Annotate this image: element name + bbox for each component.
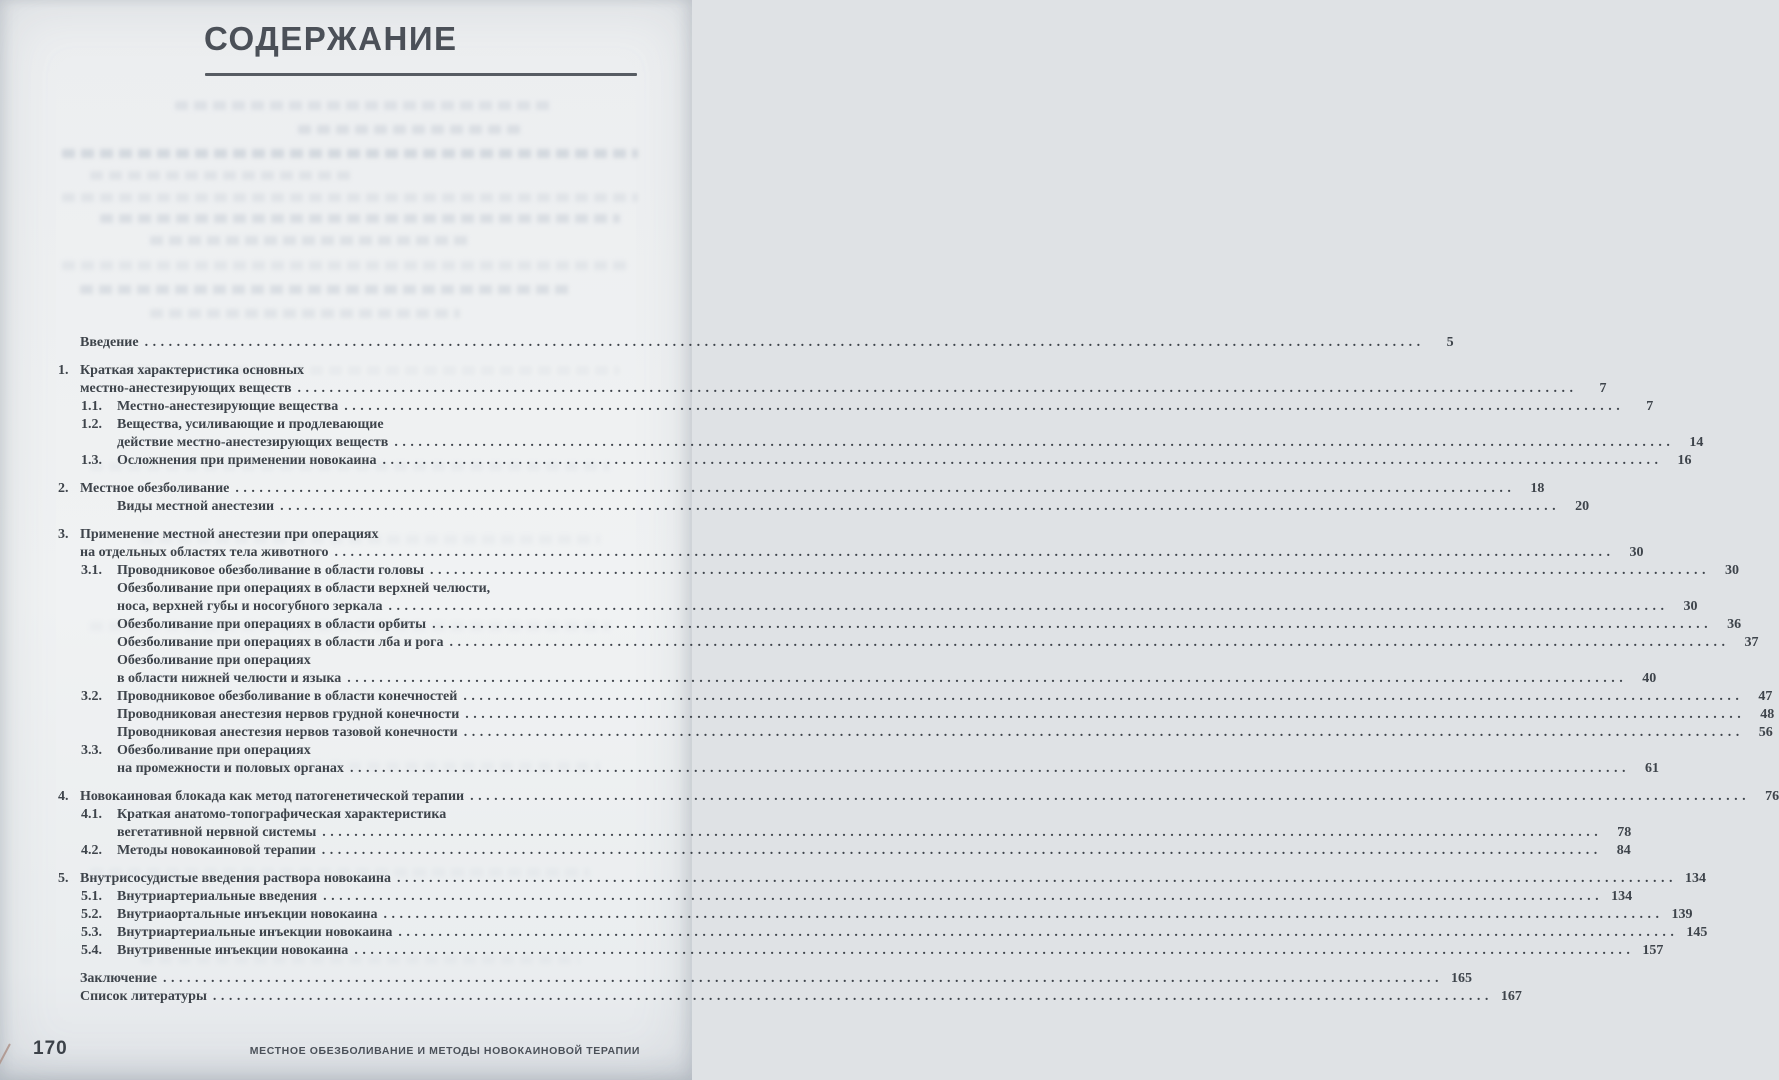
toc-entry	[58, 416, 1704, 452]
toc-page-number: 78	[1617, 825, 1632, 840]
toc-entry-line: Заключение ................................................................................................................................................................ 165	[80, 971, 1472, 986]
toc-entry-line: Внутриартериальные введения ................................................................................................................................................................ 134	[117, 889, 1633, 904]
toc-entry-lines	[117, 416, 1704, 452]
toc-entry	[58, 452, 1692, 470]
toc-entry	[58, 480, 1545, 498]
toc-entry-number: 3.2.	[81, 689, 102, 704]
toc-entry-line: Внутрисосудистые введения раствора новокаина ................................................................................................................................................................ 134	[80, 871, 1707, 886]
toc-entry	[58, 742, 1659, 778]
toc-entry	[58, 924, 1708, 942]
scan-scratch-artifact	[0, 1043, 11, 1070]
toc-entry-lines	[117, 580, 1698, 616]
toc-entry-line: Обезболивание при операциях	[117, 653, 311, 668]
toc-entry-lines	[117, 498, 1590, 516]
toc-entry	[58, 334, 1454, 352]
toc-entry	[58, 788, 1779, 806]
toc-entry	[58, 870, 1707, 888]
dot-leader: ................................................................................................................................................................	[334, 545, 1615, 560]
toc-entry-line: вегетативной нервной системы ................................................................................................................................................................ 78	[117, 825, 1632, 840]
toc-entry-number: 4.1.	[81, 807, 102, 822]
toc-entry-line: Проводниковое обезболивание в области конечностей ................................................................................................................................................................ 47	[117, 689, 1773, 704]
toc-entry-line: Вещества, усиливающие и продлевающие	[117, 417, 384, 432]
toc-entry-lines	[117, 888, 1633, 906]
toc-entry	[58, 988, 1522, 1006]
toc-entry-line: местно-анестезирующих веществ ................................................................................................................................................................ 7	[80, 381, 1607, 396]
toc-page-number: 61	[1644, 761, 1659, 776]
toc-entry-line: на отдельных областях тела животного ................................................................................................................................................................ 30	[80, 545, 1644, 560]
toc-entry-lines	[80, 526, 1644, 562]
toc-entry-number: 5.4.	[81, 943, 102, 958]
toc-entry-number: 3.3.	[81, 743, 102, 758]
toc-entry-lines	[117, 924, 1708, 942]
title-rule	[205, 73, 637, 76]
toc-entry-line: в области нижней челюсти и языка ................................................................................................................................................................ 40	[117, 671, 1657, 686]
toc-entry	[58, 526, 1644, 562]
toc-page-number: 165	[1450, 971, 1472, 986]
toc-entry-line: Краткая характеристика основных	[80, 363, 304, 378]
toc-page-number: 76	[1765, 789, 1779, 804]
toc-entry	[58, 580, 1698, 616]
toc-page-number: 36	[1727, 617, 1742, 632]
dot-leader: ................................................................................................................................................................	[429, 563, 1710, 578]
toc-page-number: 16	[1677, 453, 1692, 468]
toc-entry-lines	[80, 988, 1522, 1006]
toc-page-number: 139	[1671, 907, 1693, 922]
toc-entry-lines	[117, 398, 1654, 416]
toc-entry-number: 1.2.	[81, 417, 102, 432]
dot-leader: ................................................................................................................................................................	[432, 617, 1713, 632]
toc-page-number: 145	[1686, 925, 1708, 940]
toc-entry-line: Виды местной анестезии ................................................................................................................................................................ 20	[117, 499, 1590, 514]
toc-entry	[58, 616, 1742, 634]
toc-entry-line: Введение ................................................................................................................................................................ 5	[80, 335, 1454, 350]
toc-list	[58, 334, 1779, 1006]
toc-entry-lines	[117, 742, 1659, 778]
toc-entry-line: Местно-анестезирующие вещества ................................................................................................................................................................ 7	[117, 399, 1654, 414]
toc-entry-lines	[117, 906, 1693, 924]
toc-entry	[58, 724, 1773, 742]
toc-page-number: 134	[1685, 871, 1707, 886]
dot-leader: ................................................................................................................................................................	[463, 689, 1744, 704]
toc-entry	[58, 888, 1633, 906]
dot-leader: ................................................................................................................................................................	[322, 825, 1603, 840]
toc-entry-lines	[117, 562, 1739, 580]
toc-page-number: 167	[1500, 989, 1522, 1004]
toc-entry-number: 1.1.	[81, 399, 102, 414]
dot-leader: ................................................................................................................................................................	[162, 971, 1443, 986]
dot-leader: ................................................................................................................................................................	[280, 499, 1561, 514]
toc-entry-line: Внутривенные инъекции новокаина ................................................................................................................................................................ 157	[117, 943, 1664, 958]
toc-entry-line: Проводниковая анестезия нервов грудной конечности ................................................................................................................................................................ 48	[117, 707, 1775, 722]
toc-page-number: 56	[1758, 725, 1773, 740]
dot-leader: ................................................................................................................................................................	[144, 335, 1425, 350]
toc-entry-lines	[80, 970, 1472, 988]
running-head: МЕСТНОЕ ОБЕЗБОЛИВАНИЕ И МЕТОДЫ НОВОКАИНОВОЙ ТЕРАПИИ	[249, 1045, 640, 1057]
toc-page-number: 7	[1646, 399, 1654, 414]
toc-entry-line: Применение местной анестезии при операциях	[80, 527, 379, 542]
toc-entry	[58, 634, 1759, 652]
toc-entry-line: Осложнения при применении новокаина ................................................................................................................................................................ 16	[117, 453, 1692, 468]
toc-entry	[58, 398, 1654, 416]
toc-entry	[58, 842, 1631, 860]
toc-entry-line: Проводниковое обезболивание в области головы ................................................................................................................................................................ 30	[117, 563, 1739, 578]
dot-leader: ................................................................................................................................................................	[235, 481, 1516, 496]
toc-entry	[58, 806, 1632, 842]
toc-page-number: 134	[1611, 889, 1633, 904]
toc-entry-lines	[117, 634, 1759, 652]
toc-entry-number: 5.	[58, 871, 69, 886]
contents-title: СОДЕРЖАНИЕ	[204, 20, 458, 57]
toc-entry	[58, 362, 1607, 398]
toc-entry	[58, 706, 1775, 724]
toc-entry-number: 5.1.	[81, 889, 102, 904]
toc-entry-line: Внутриаортальные инъекции новокаина ................................................................................................................................................................ 139	[117, 907, 1693, 922]
dot-leader: ................................................................................................................................................................	[321, 843, 1602, 858]
toc-page-number: 7	[1599, 381, 1607, 396]
toc-entry-line: Местное обезболивание ................................................................................................................................................................ 18	[80, 481, 1545, 496]
dot-leader: ................................................................................................................................................................	[397, 871, 1678, 886]
toc-entry-line: Проводниковая анестезия нервов тазовой конечности ................................................................................................................................................................ 56	[117, 725, 1773, 740]
toc-entry-line: носа, верхней губы и носогубного зеркала ................................................................................................................................................................ 30	[117, 599, 1698, 614]
dot-leader: ................................................................................................................................................................	[463, 725, 1744, 740]
toc-page-number: 40	[1642, 671, 1657, 686]
toc-entry-line: Новокаиновая блокада как метод патогенетической терапии ................................................................................................................................................................ 76	[80, 789, 1779, 804]
toc-entry-lines	[117, 942, 1664, 960]
dot-leader: ................................................................................................................................................................	[388, 599, 1669, 614]
toc-entry-lines	[117, 616, 1742, 634]
toc-entry-line: Методы новокаиновой терапии ................................................................................................................................................................ 84	[117, 843, 1631, 858]
toc-entry	[58, 652, 1657, 688]
toc-entry	[58, 906, 1693, 924]
dot-leader: ................................................................................................................................................................	[398, 925, 1679, 940]
dot-leader: ................................................................................................................................................................	[212, 989, 1493, 1004]
toc-entry-line: действие местно-анестезирующих веществ ................................................................................................................................................................ 14	[117, 435, 1704, 450]
toc-entry	[58, 970, 1472, 988]
dot-leader: ................................................................................................................................................................	[349, 761, 1630, 776]
toc-entry	[58, 498, 1590, 516]
dot-leader: ................................................................................................................................................................	[354, 943, 1635, 958]
toc-entry-lines	[117, 806, 1632, 842]
toc-page-number: 48	[1760, 707, 1775, 722]
toc-entry-number: 5.2.	[81, 907, 102, 922]
toc-entry-number: 4.	[58, 789, 69, 804]
toc-entry-line: Внутриартериальные инъекции новокаина ................................................................................................................................................................ 145	[117, 925, 1708, 940]
dot-leader: ................................................................................................................................................................	[449, 635, 1730, 650]
folio-page-number: 170	[33, 1038, 68, 1059]
toc-entry-lines	[117, 706, 1775, 724]
toc-entry-number: 5.3.	[81, 925, 102, 940]
toc-entry-lines	[117, 724, 1773, 742]
dot-leader: ................................................................................................................................................................	[344, 399, 1625, 414]
toc-page-number: 37	[1744, 635, 1759, 650]
dot-leader: ................................................................................................................................................................	[470, 789, 1751, 804]
toc-entry-line: на промежности и половых органах ................................................................................................................................................................ 61	[117, 761, 1659, 776]
toc-page-number: 14	[1689, 435, 1704, 450]
toc-entry-lines	[80, 362, 1607, 398]
dot-leader: ................................................................................................................................................................	[382, 453, 1663, 468]
toc-entry-number: 1.3.	[81, 453, 102, 468]
toc-entry	[58, 562, 1739, 580]
dot-leader: ................................................................................................................................................................	[347, 671, 1628, 686]
toc-entry-line: Список литературы ................................................................................................................................................................ 167	[80, 989, 1522, 1004]
dot-leader: ................................................................................................................................................................	[465, 707, 1746, 722]
toc-page-number: 30	[1683, 599, 1698, 614]
toc-page-number: 30	[1724, 563, 1739, 578]
toc-entry-line: Обезболивание при операциях в области лба и рога ................................................................................................................................................................ 37	[117, 635, 1759, 650]
toc-entry-number: 3.	[58, 527, 69, 542]
dot-leader: ................................................................................................................................................................	[323, 889, 1604, 904]
toc-page-number: 84	[1616, 843, 1631, 858]
toc-page-number: 5	[1446, 335, 1454, 350]
dot-leader: ................................................................................................................................................................	[297, 381, 1578, 396]
toc-entry-lines	[117, 688, 1773, 706]
toc-entry-number: 3.1.	[81, 563, 102, 578]
toc-entry-lines	[80, 480, 1545, 498]
toc-entry-line: Обезболивание при операциях	[117, 743, 311, 758]
toc-page-number: 18	[1530, 481, 1545, 496]
dot-leader: ................................................................................................................................................................	[383, 907, 1664, 922]
toc-entry-line: Обезболивание при операциях в области орбиты ................................................................................................................................................................ 36	[117, 617, 1742, 632]
toc-entry-lines	[117, 652, 1657, 688]
toc-entry-line: Краткая анатомо-топографическая характеристика	[117, 807, 447, 822]
toc-entry-lines	[117, 842, 1631, 860]
toc-entry-number: 2.	[58, 481, 69, 496]
toc-page-number: 157	[1642, 943, 1664, 958]
toc-entry	[58, 688, 1773, 706]
toc-page-number: 30	[1629, 545, 1644, 560]
toc-entry-lines	[80, 334, 1454, 352]
toc-entry	[58, 942, 1664, 960]
toc-entry-lines	[117, 452, 1692, 470]
toc-page-number: 47	[1758, 689, 1773, 704]
dot-leader: ................................................................................................................................................................	[394, 435, 1675, 450]
toc-entry-number: 1.	[58, 363, 69, 378]
toc-entry-number: 4.2.	[81, 843, 102, 858]
toc-entry-line: Обезболивание при операциях в области верхней челюсти,	[117, 581, 491, 596]
toc-entry-lines	[80, 788, 1779, 806]
toc-entry-lines	[80, 870, 1707, 888]
toc-page-number: 20	[1575, 499, 1590, 514]
